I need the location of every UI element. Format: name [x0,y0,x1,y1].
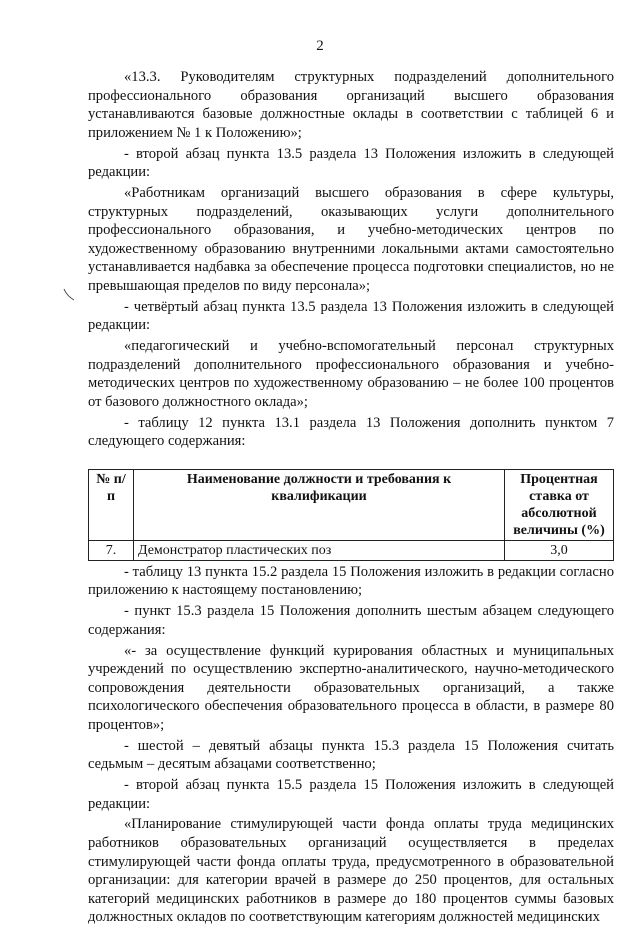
document-body [88,68,614,929]
paragraph-13-3: «13.3. Руководителям структурных подразделений дополнительного профессионального образования организаций высшего образования устанавливаются базовые должностные оклады в соответствии с таблицей 6 и приложением № 1 к Положению»; [88,69,614,141]
table-row [89,540,614,560]
page-number: 2 [316,38,324,54]
paragraph-curating-functions: «- за осуществление функций курирования областных и муниципальных учреждений по осуществлению экспертно-аналитического, научно-методического сопровождения деятельности образовательных организаций, а также психологического обеспечения образовательного процесса в области, в размере 80 процентов»; [88,642,614,733]
row-number: 7. [89,540,134,560]
paragraph-amend-13-5-fourth: - четвёртый абзац пункта 13.5 раздела 13 Положения изложить в следующей редакции: [88,298,614,334]
header-position: Наименование должности и требования к квалификации [134,469,505,540]
pen-mark [62,288,76,302]
row-rate: 3,0 [505,540,614,560]
paragraph-amend-table-12: - таблицу 12 пункта 13.1 раздела 13 Положения дополнить пунктом 7 следующего содержания: [88,414,614,450]
paragraph-pedagogical-staff: «педагогический и учебно-вспомогательный персонал структурных подразделений дополнительного профессионального образования и учебно-методических центров по художественному образованию – не более 100 процентов от базового должностного оклада»; [88,338,614,410]
paragraph-amend-13-5-second: - второй абзац пункта 13.5 раздела 13 Положения изложить в следующей редакции: [88,145,614,181]
paragraph-amend-table-13: - таблицу 13 пункта 15.2 раздела 15 Положения изложить в редакции согласно приложению к настоящему постановлению; [88,563,614,599]
row-position: Демонстратор пластических поз [134,540,505,560]
paragraph-medical-fund: «Планирование стимулирующей части фонда оплаты труда медицинских работников образовательных организаций осуществляется в пределах стимулирующей части фонда оплаты труда, предусмотренного в образовательной организации: для категории врачей в размере до 250 процентов, для остальных категорий медицинских работников в размере до 180 процентов суммы базовых должностных окладов по соответствующим категориям должностей медицинских [88,816,614,926]
table-header-row [89,469,614,540]
header-number: № п/п [89,469,134,540]
paragraph-amend-15-5: - второй абзац пункта 15.5 раздела 15 Положения изложить в следующей редакции: [88,777,614,812]
paragraph-renumber-15-3: - шестой – девятый абзацы пункта 15.3 раздела 15 Положения считать седьмым – десятым абзацами соответственно; [88,737,614,773]
paragraph-culture-workers: «Работникам организаций высшего образования в сфере культуры, структурных подразделений, оказывающих услуги дополнительного профессионального образования, и учебно-методических центров по художественному образованию внутренними локальными актами самостоятельно устанавливается надбавка за обеспечение процесса подготовки специалистов, но не превышающая пределов по виду персонала»; [88,184,614,294]
positions-table [88,469,614,561]
header-rate: Процентная ставка от абсолютной величины (%) [505,469,614,540]
paragraph-amend-15-3: - пункт 15.3 раздела 15 Положения дополнить шестым абзацем следующего содержания: [88,603,614,638]
